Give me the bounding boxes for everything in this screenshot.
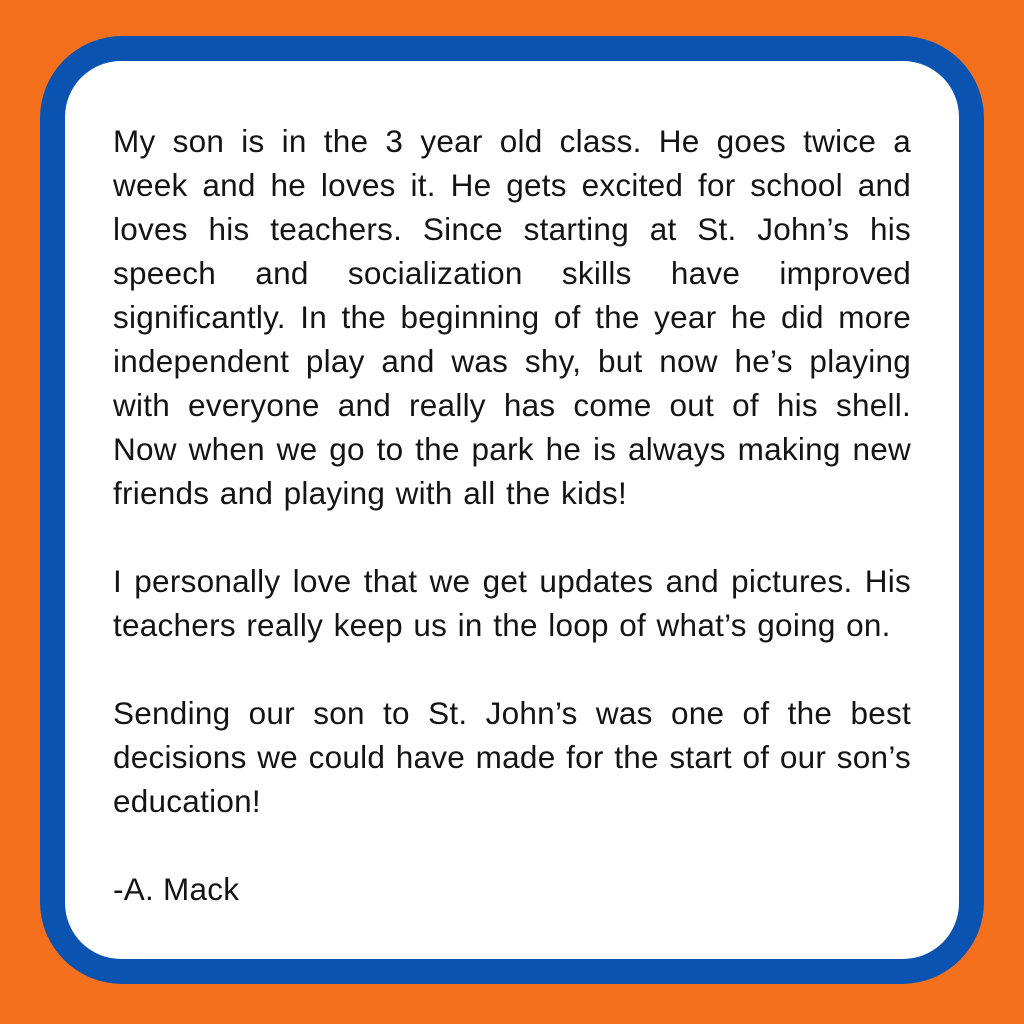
- card-border-frame: [40, 36, 984, 984]
- testimonial-paragraph-1: My son is in the 3 year old class. He goes twice a week and he loves it. He gets excited for school and loves his teachers. Since starting at St. John’s his speech and socialization skills have improved significantly. In the beginning of the year he did more independent play and was shy, but now he’s playing with everyone and really has come out of his shell. Now when we go to the park he is always making new friends and playing with all the kids!: [113, 123, 911, 511]
- testimonial-paragraph-2: I personally love that we get updates and pictures. His teachers really keep us in the loop of what’s going on.: [113, 563, 911, 643]
- testimonial-card: [65, 61, 959, 959]
- testimonial-signature: -A. Mack: [113, 871, 240, 907]
- testimonial-paragraph-3: Sending our son to St. John’s was one of the best decisions we could have made for the start of our son’s education!: [113, 695, 911, 819]
